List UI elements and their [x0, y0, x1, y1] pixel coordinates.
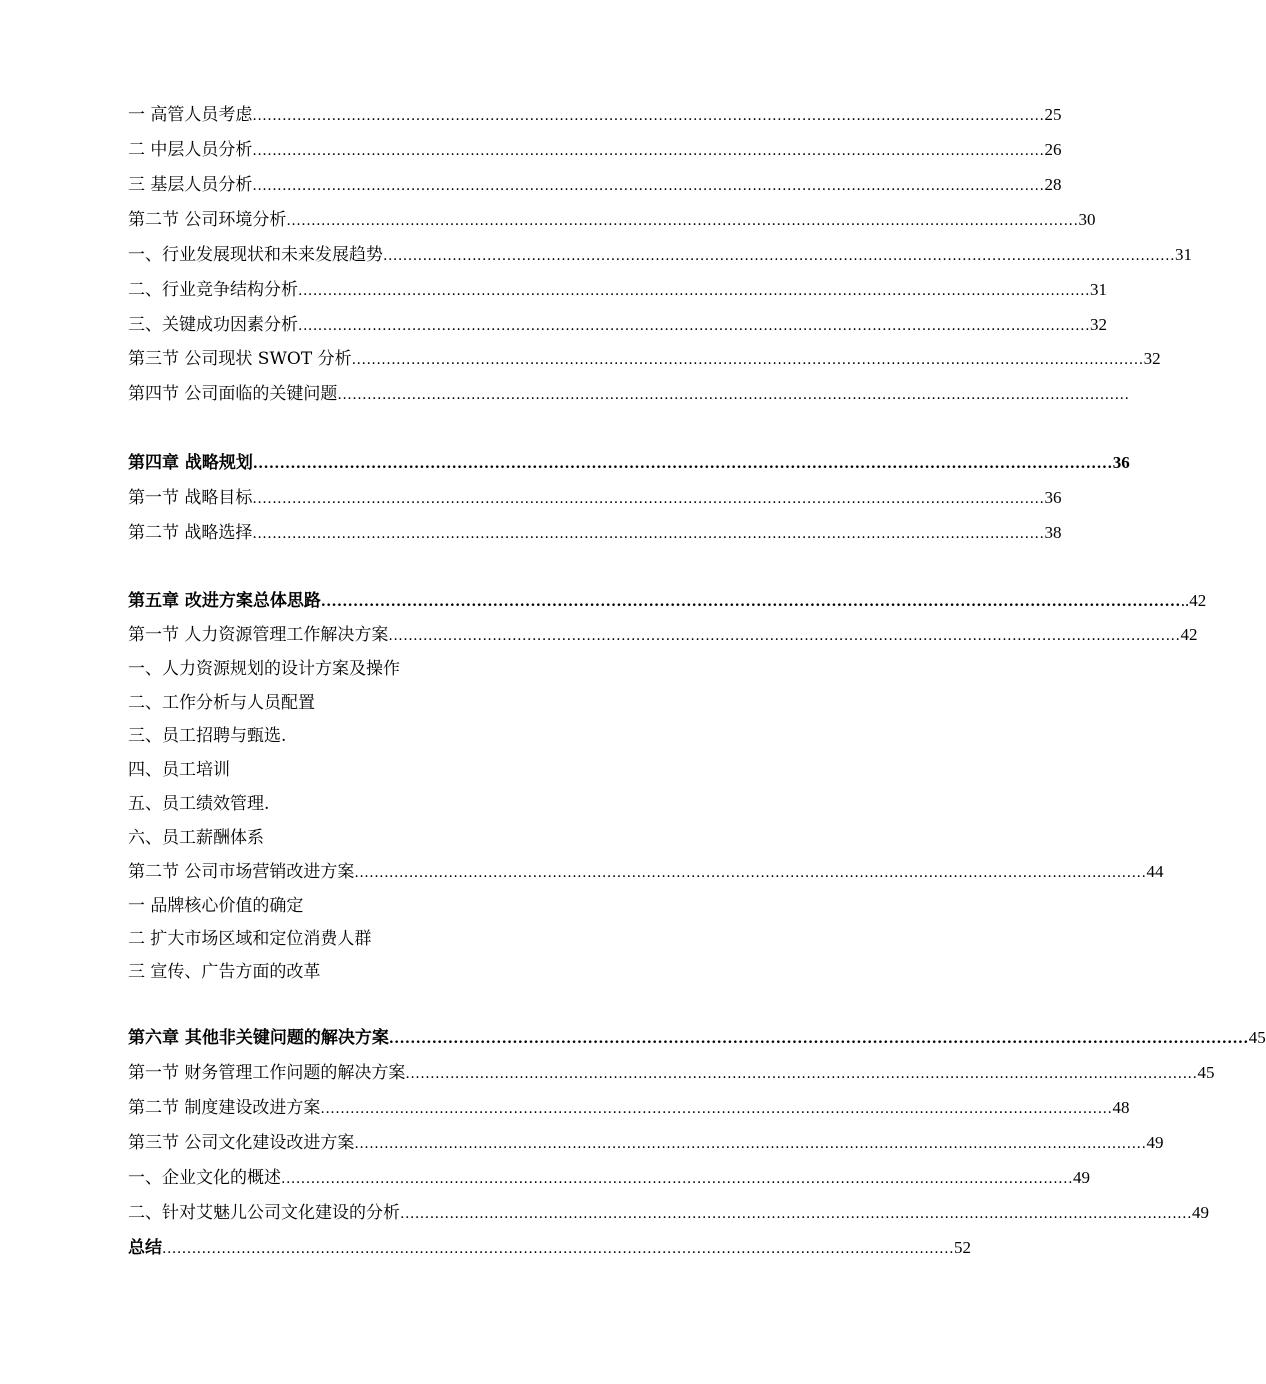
toc-entry: [128, 960, 320, 984]
toc-label: 第三节 公司文化建设改进方案: [128, 1133, 355, 1153]
toc-entry: [128, 1061, 1215, 1085]
toc-entry: [128, 1096, 1130, 1120]
toc-page-number: 48: [1112, 1098, 1130, 1117]
toc-entry: [128, 894, 303, 918]
toc-entry: [128, 313, 1108, 337]
toc-page-number: 32: [1090, 315, 1108, 334]
toc-label: 第五章 改进方案总体思路: [128, 591, 321, 611]
toc-label: 一 高管人员考虑: [128, 105, 253, 125]
toc-entry: [128, 382, 1130, 406]
toc-page-number: 31: [1090, 280, 1108, 299]
toc-page-number: 45: [1248, 1028, 1266, 1047]
dot-leader: ................................................................................................................................................................: [281, 1171, 1074, 1187]
toc-page-number: 26: [1044, 140, 1062, 159]
toc-label: 第一节 人力资源管理工作解决方案: [128, 625, 389, 645]
toc-entry: [128, 691, 315, 715]
toc-page-number: 28: [1044, 175, 1062, 194]
toc-label: 五、员工绩效管理.: [128, 794, 270, 814]
toc-entry: [128, 1201, 1210, 1225]
toc-entry: [128, 173, 1062, 197]
toc-page-number: 49: [1192, 1203, 1210, 1222]
toc-page-number: 32: [1143, 349, 1161, 368]
toc-chapter: [128, 451, 1130, 475]
toc-entry: [128, 1131, 1164, 1155]
toc-label: 三 宣传、广告方面的改革: [128, 962, 321, 982]
toc-page-number: 38: [1044, 523, 1062, 542]
toc-page-number: 31: [1175, 245, 1193, 264]
toc-page-number: 45: [1197, 1063, 1215, 1082]
toc-label: 二 扩大市场区域和定位消费人群: [128, 929, 372, 949]
toc-entry: [128, 103, 1062, 127]
toc-page-number: 49: [1073, 1168, 1091, 1187]
toc-entry: [128, 243, 1193, 267]
dot-leader: ................................................................................................................................................................: [388, 628, 1181, 644]
dot-leader: ................................................................................................................................................................: [298, 283, 1091, 299]
toc-entry: [128, 657, 400, 681]
toc-label: 三、关键成功因素分析: [128, 315, 298, 335]
dot-leader: ................................................................................................................................................................: [252, 526, 1045, 542]
toc-label: 三、员工招聘与甄选.: [128, 726, 287, 746]
toc-label: 第一节 战略目标: [128, 488, 253, 508]
toc-entry: [128, 521, 1062, 545]
toc-label: 第四章 战略规划: [128, 453, 253, 473]
toc-label: 第二节 公司市场营销改进方案: [128, 862, 355, 882]
dot-leader: ................................................................................................................................................................: [383, 248, 1176, 264]
toc-label: 第一节 财务管理工作问题的解决方案: [128, 1063, 406, 1083]
dot-leader: ................................................................................................................................................................: [400, 1206, 1193, 1222]
toc-entry: [128, 826, 264, 850]
dot-leader: ................................................................................................................................................................: [388, 1031, 1249, 1047]
dot-leader: ................................................................................................................................................................: [286, 213, 1079, 229]
toc-summary: [128, 1236, 972, 1260]
toc-label: 二、工作分析与人员配置: [128, 693, 315, 713]
dot-leader: ................................................................................................................................................................: [252, 108, 1045, 124]
toc-label: 一、行业发展现状和未来发展趋势: [128, 245, 383, 265]
toc-page-number: 25: [1044, 105, 1062, 124]
dot-leader: ................................................................................................................................................................: [351, 352, 1144, 368]
toc-entry: [128, 623, 1198, 647]
toc-label: 总结: [128, 1238, 162, 1258]
toc-entry: [128, 486, 1062, 510]
toc-page-number: 44: [1146, 862, 1164, 881]
toc-label: 四、员工培训: [128, 760, 230, 780]
toc-label: 二、针对艾魅儿公司文化建设的分析: [128, 1203, 400, 1223]
dot-leader: ................................................................................................................................................................: [252, 456, 1113, 472]
toc-page-number: 36: [1112, 453, 1130, 472]
toc-label: 六、员工薪酬体系: [128, 828, 264, 848]
toc-entry: [128, 792, 269, 816]
dot-leader: ................................................................................................................................................................: [337, 387, 1130, 403]
dot-leader: ................................................................................................................................................................: [252, 143, 1045, 159]
toc-entry: [128, 1166, 1091, 1190]
toc-page-number: 52: [954, 1238, 972, 1257]
toc-page-number: 42: [1180, 625, 1198, 644]
toc-entry: [128, 347, 1161, 371]
toc-label: 第三节 公司现状 SWOT 分析: [128, 349, 352, 369]
toc-label: 一 品牌核心价值的确定: [128, 896, 304, 916]
toc-page-number: ..42: [1180, 591, 1207, 610]
toc-label: 一、人力资源规划的设计方案及操作: [128, 659, 400, 679]
toc-entry: [128, 724, 286, 748]
toc-entry: [128, 208, 1096, 232]
toc-entry: [128, 860, 1164, 884]
toc-entry: [128, 927, 371, 951]
toc-page-number: 36: [1044, 488, 1062, 507]
toc-entry: [128, 278, 1108, 302]
dot-leader: ................................................................................................................................................................: [252, 491, 1045, 507]
toc-label: 二、行业竞争结构分析: [128, 280, 298, 300]
dot-leader: ................................................................................................................................................................: [298, 318, 1091, 334]
toc-label: 第六章 其他非关键问题的解决方案: [128, 1028, 389, 1048]
toc-chapter: [128, 589, 1207, 613]
toc-page-number: 49: [1146, 1133, 1164, 1152]
toc-chapter: [128, 1026, 1266, 1050]
toc-entry: [128, 758, 230, 782]
toc-label: 三 基层人员分析: [128, 175, 253, 195]
dot-leader: ................................................................................................................................................................: [354, 1136, 1147, 1152]
toc-label: 二 中层人员分析: [128, 140, 253, 160]
toc-page-number: 30: [1078, 210, 1096, 229]
toc-label: 第四节 公司面临的关键问题: [128, 384, 338, 404]
dot-leader: ................................................................................................................................................................: [252, 178, 1045, 194]
dot-leader: ................................................................................................................................................................: [320, 594, 1181, 610]
dot-leader: ................................................................................................................................................................: [162, 1241, 955, 1257]
toc-entry: [128, 138, 1062, 162]
dot-leader: ................................................................................................................................................................: [320, 1101, 1113, 1117]
dot-leader: ................................................................................................................................................................: [354, 865, 1147, 881]
dot-leader: ................................................................................................................................................................: [405, 1066, 1198, 1082]
toc-label: 一、企业文化的概述: [128, 1168, 281, 1188]
toc-label: 第二节 制度建设改进方案: [128, 1098, 321, 1118]
toc-label: 第二节 公司环境分析: [128, 210, 287, 230]
toc-label: 第二节 战略选择: [128, 523, 253, 543]
